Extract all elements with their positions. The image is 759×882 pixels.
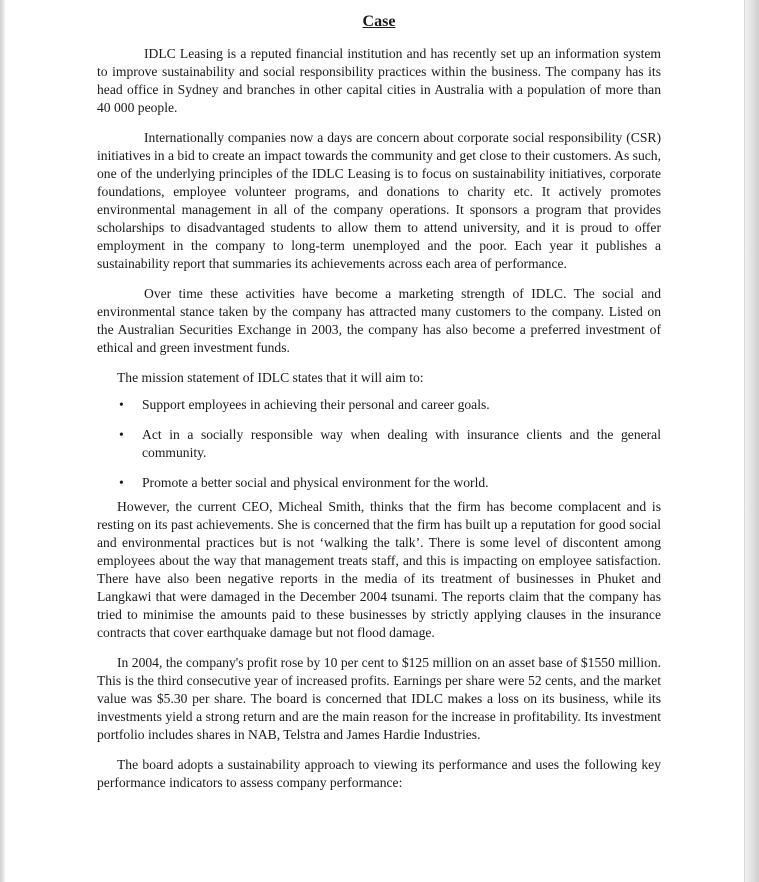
list-item	[97, 474, 661, 492]
list-item	[97, 396, 661, 414]
list-item-text: Promote a better social and physical environment for the world.	[142, 475, 489, 490]
bullet-icon: •	[119, 427, 124, 442]
list-item-text: Act in a socially responsible way when dealing with insurance clients and the general community.	[142, 427, 661, 460]
paragraph-marketing: Over time these activities have become a marketing strength of IDLC. The social and environmental stance taken by the company has attracted many customers to the company. Listed on the Australian Securities Exchange in 2003, the company has also become a preferred investment of ethical and green investment funds.	[97, 286, 661, 355]
page-right-edge	[744, 0, 759, 882]
paragraph-intro: IDLC Leasing is a reputed financial institution and has recently set up an information system to improve sustainability and social responsibility practices within the business. The company has its head office in Sydney and branches in other capital cities in Australia with a population of more than 40 000 people.	[97, 46, 661, 115]
document-title: Case	[362, 13, 396, 30]
paragraph-kpi-intro: The board adopts a sustainability approach to viewing its performance and uses the following key performance indicators to assess company performance:	[97, 757, 661, 790]
mission-list	[97, 396, 661, 492]
paragraph-ceo-concerns: However, the current CEO, Micheal Smith, thinks that the firm has become complacent and is resting on its past achievements. She is concerned that the firm has built up a reputation for good social and environmental practices but is not ‘walking the talk’. There is some level of discontent among employees about the way that management treats staff, and this is impacting on employee satisfaction. There have also been negative reports in the media of its treatment of businesses in Phuket and Langkawi that were damaged in the December 2004 tsunami. The reports claim that the company has tried to minimise the amounts paid to these businesses by strictly applying clauses in the insurance contracts that cover earthquake damage but not flood damage.	[97, 499, 661, 640]
bullet-icon: •	[119, 475, 124, 490]
paragraph-csr: Internationally companies now a days are concern about corporate social responsibility (CSR) initiatives in a bid to create an impact towards the community and get close to their customers. As such, one of the underlying principles of the IDLC Leasing is to focus on sustainability initiatives, corporate foundations, employee volunteer programs, and donations to charity etc. It actively promotes environmental management in all of the company operations. It sponsors a program that provides scholarships to disadvantaged students to allow them to attend university, and it is proud to offer employment in the company to long-term unemployed and the poor. Each year it publishes a sustainability report that summaries its achievements across each area of performance.	[97, 130, 662, 271]
list-item	[97, 426, 661, 462]
page-left-edge	[0, 0, 5, 882]
bullet-icon: •	[119, 397, 124, 412]
paragraph-financials: In 2004, the company's profit rose by 10 per cent to $125 million on an asset base of $1550 million. This is the third consecutive year of increased profits. Earnings per share were 52 cents, and the market value was $5.30 per share. The board is concerned that IDLC makes a loss on its business, while its investments yield a strong return and are the main reason for the increase in profitability. Its investment portfolio includes shares in NAB, Telstra and James Hardie Industries.	[97, 655, 661, 742]
document-page	[97, 10, 661, 804]
list-item-text: Support employees in achieving their personal and career goals.	[142, 397, 490, 412]
mission-intro: The mission statement of IDLC states that it will aim to:	[117, 370, 424, 385]
